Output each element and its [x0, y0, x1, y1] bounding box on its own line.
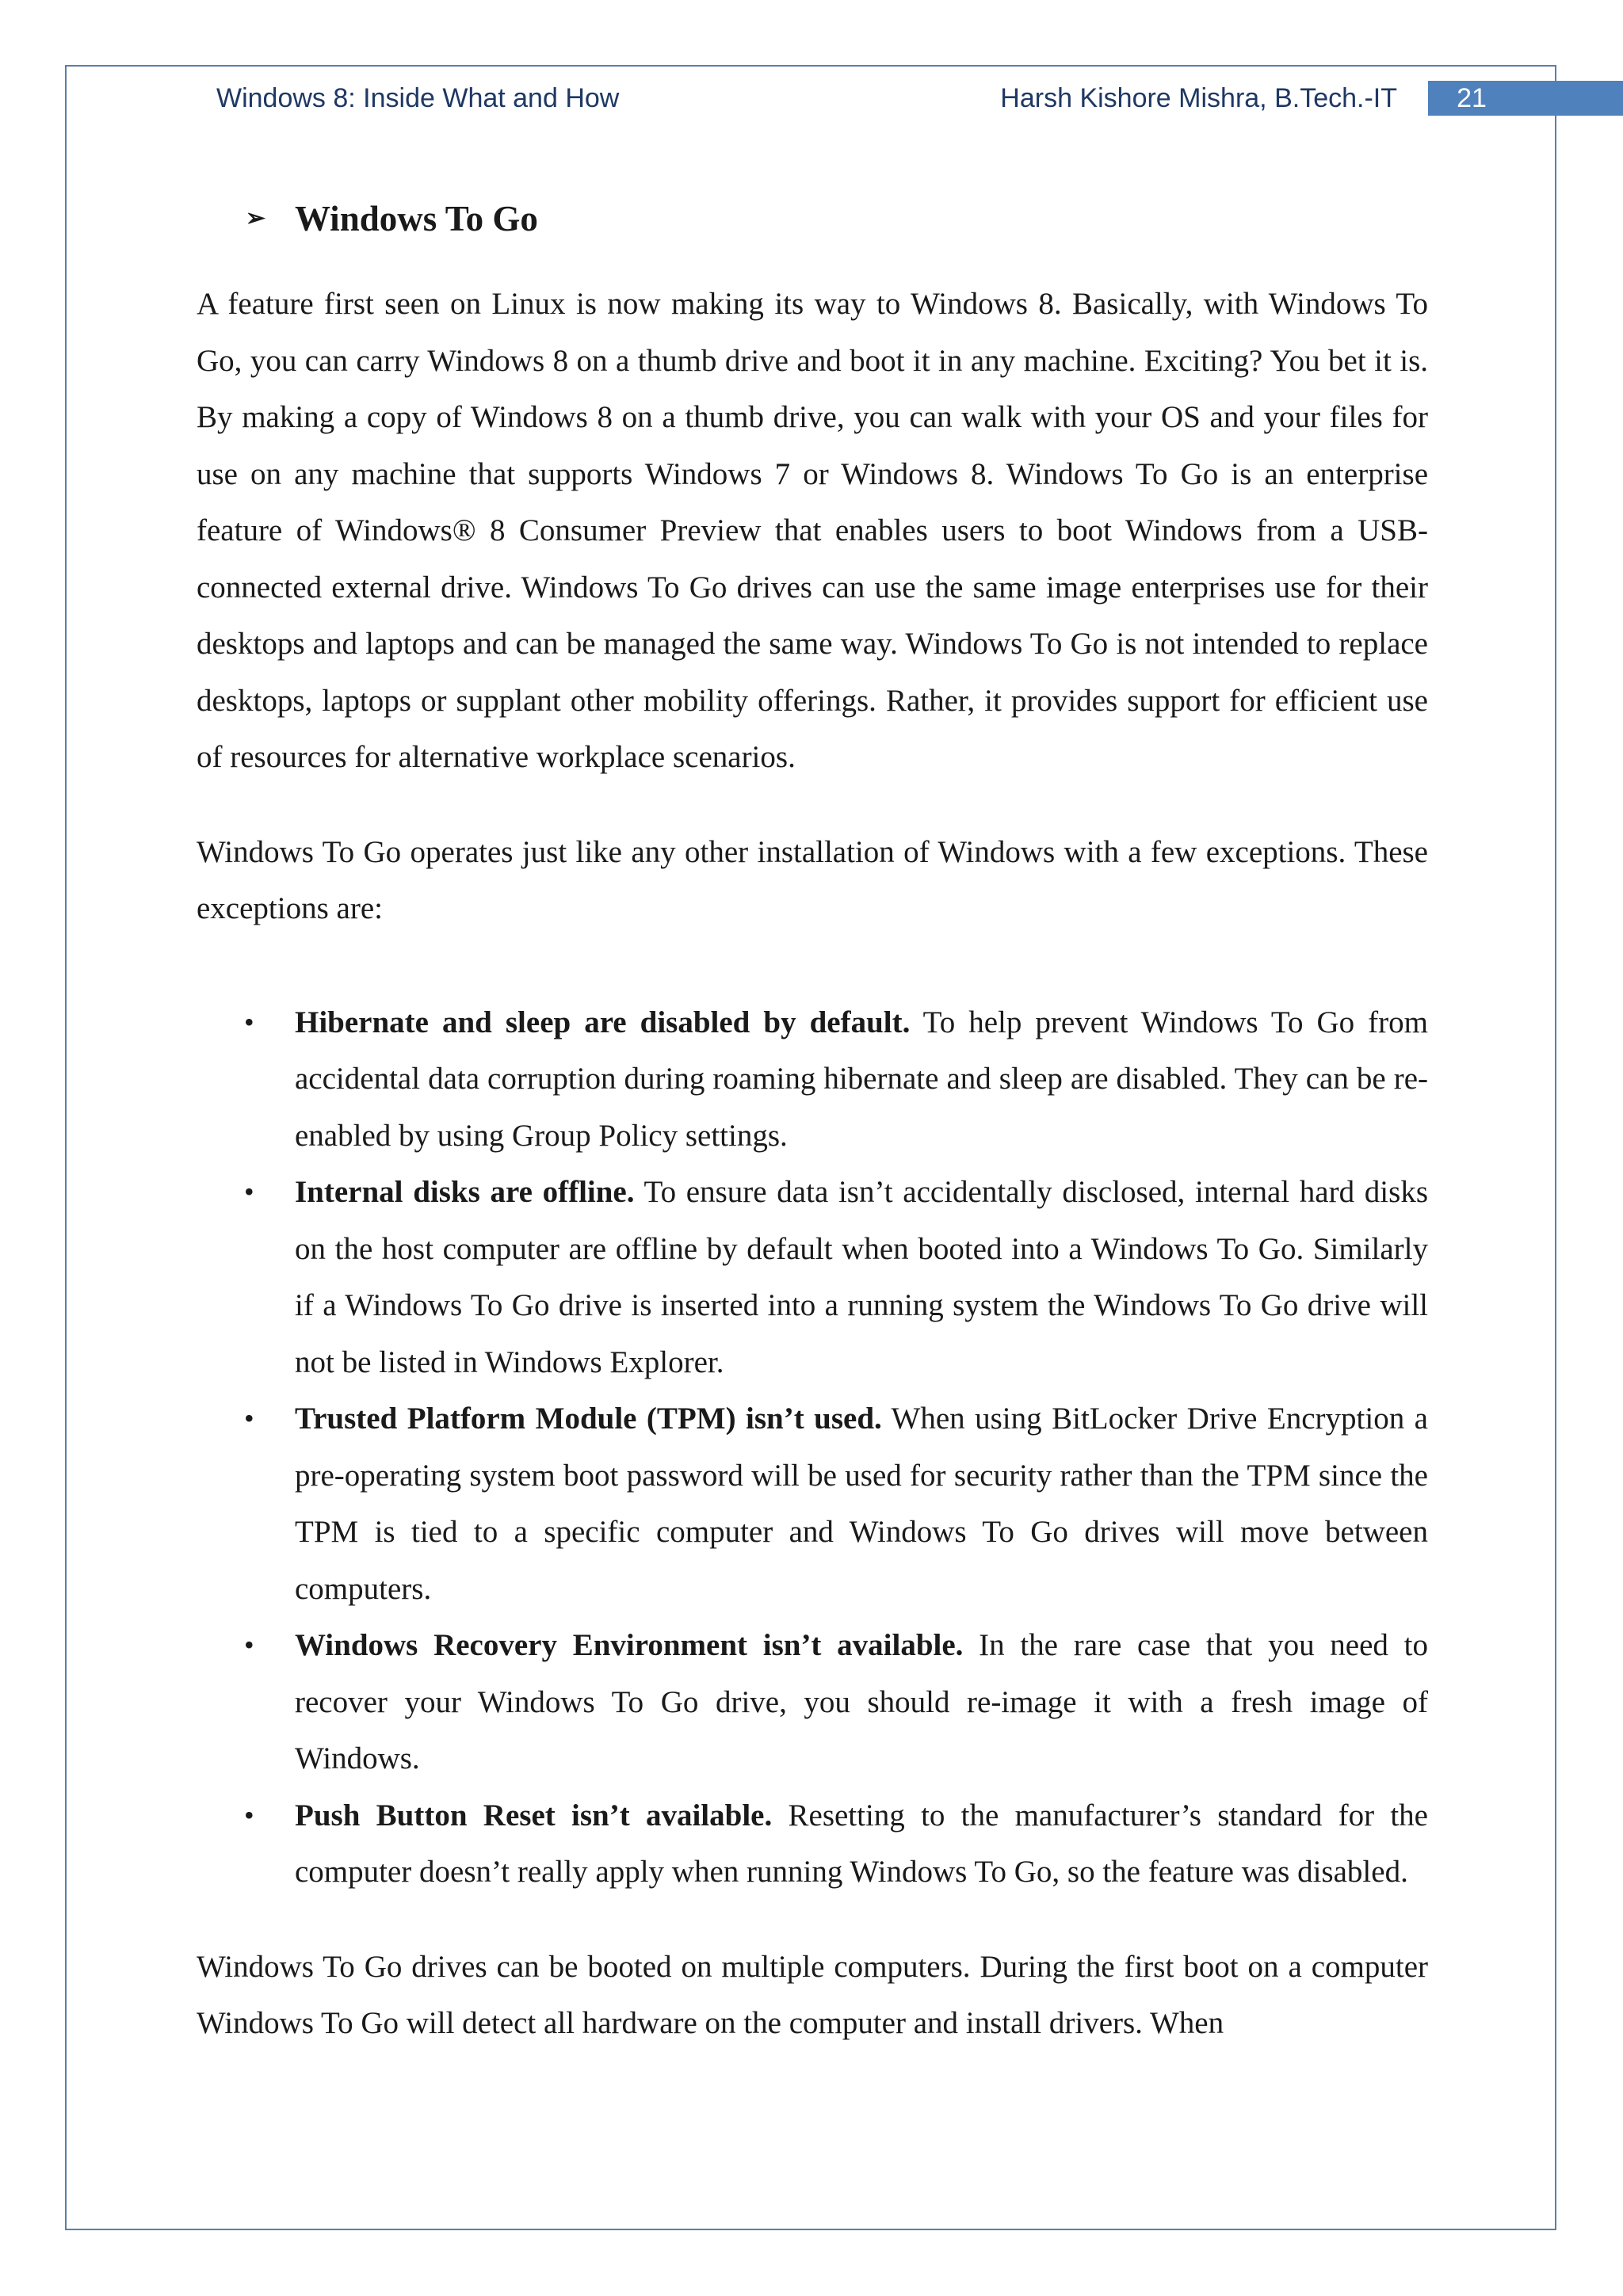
exceptions-list	[197, 994, 1428, 1901]
section-heading	[197, 190, 1428, 247]
list-item-text: In the rare case that you need to recover your Windows To Go drive, you should re-image it with a fresh image of Windows.	[295, 1628, 1428, 1775]
list-item	[197, 1617, 1428, 1787]
section-heading-text: Windows To Go	[295, 199, 538, 238]
list-item	[197, 994, 1428, 1165]
list-item-text: To ensure data isn’t accidentally disclosed, internal hard disks on the host computer are offline by default when booted into a Windows To Go. Similarly if a Windows To Go drive is inserted into a running system the Windows To Go drive will not be listed in Windows Explorer.	[295, 1175, 1428, 1379]
author-name: Harsh Kishore Mishra, B.Tech.-IT	[1000, 83, 1397, 113]
page-number: 21	[1457, 83, 1487, 113]
bullet-icon: •	[244, 1176, 254, 1207]
page-number-badge	[1428, 81, 1623, 116]
closing-paragraph: Windows To Go drives can be booted on multiple computers. During the first boot on a computer Windows To Go will detect all hardware on the computer and install drivers. When	[197, 1949, 1428, 2040]
list-item-title: Windows Recovery Environment isn’t available.	[295, 1628, 964, 1662]
list-item-text: Resetting to the manufacturer’s standard for the computer doesn’t really apply when running Windows To Go, so the feature was disabled.	[295, 1798, 1428, 1889]
list-item-title: Push Button Reset isn’t available.	[295, 1798, 773, 1833]
intro-paragraph: A feature first seen on Linux is now making its way to Windows 8. Basically, with Windows To Go, you can carry Windows 8 on a thumb drive and boot it in any machine. Exciting? You bet it is. By making a copy of Windows 8 on a thumb drive, you can walk with your OS and your files for use on any machine that supports Windows 7 or Windows 8. Windows To Go is an enterprise feature of Windows® 8 Consumer Preview that enables users to boot Windows from a USB-connected external drive. Windows To Go drives can use the same image enterprises use for their desktops and laptops and can be managed the same way. Windows To Go is not intended to replace desktops, laptops or supplant other mobility offerings. Rather, it provides support for efficient use of resources for alternative workplace scenarios.	[197, 287, 1428, 774]
exceptions-intro-paragraph: Windows To Go operates just like any other installation of Windows with a few exceptions. These exceptions are:	[197, 834, 1428, 925]
bullet-icon: •	[244, 1402, 254, 1434]
document-title: Windows 8: Inside What and How	[216, 83, 620, 113]
list-item	[197, 1390, 1428, 1617]
list-item-text: To help prevent Windows To Go from accidental data corruption during roaming hibernate and sleep are disabled. They can be re-enabled by using Group Policy settings.	[295, 1005, 1428, 1153]
list-item-title: Trusted Platform Module (TPM) isn’t used.	[295, 1402, 882, 1436]
list-item	[197, 1164, 1428, 1390]
page-content	[197, 190, 1428, 2090]
list-item-title: Internal disks are offline.	[295, 1175, 635, 1209]
bullet-icon: •	[244, 1629, 254, 1661]
list-item-text: When using BitLocker Drive Encryption a pre-operating system boot password will be used for security rather than the TPM since the TPM is tied to a specific computer and Windows To Go drives will move between computers.	[295, 1402, 1428, 1606]
list-item-title: Hibernate and sleep are disabled by default.	[295, 1005, 911, 1039]
list-item	[197, 1787, 1428, 1901]
bullet-icon: •	[244, 1005, 254, 1038]
bullet-icon: •	[244, 1798, 254, 1831]
arrow-bullet-icon: ➢	[246, 205, 266, 231]
page-header	[0, 81, 1623, 116]
